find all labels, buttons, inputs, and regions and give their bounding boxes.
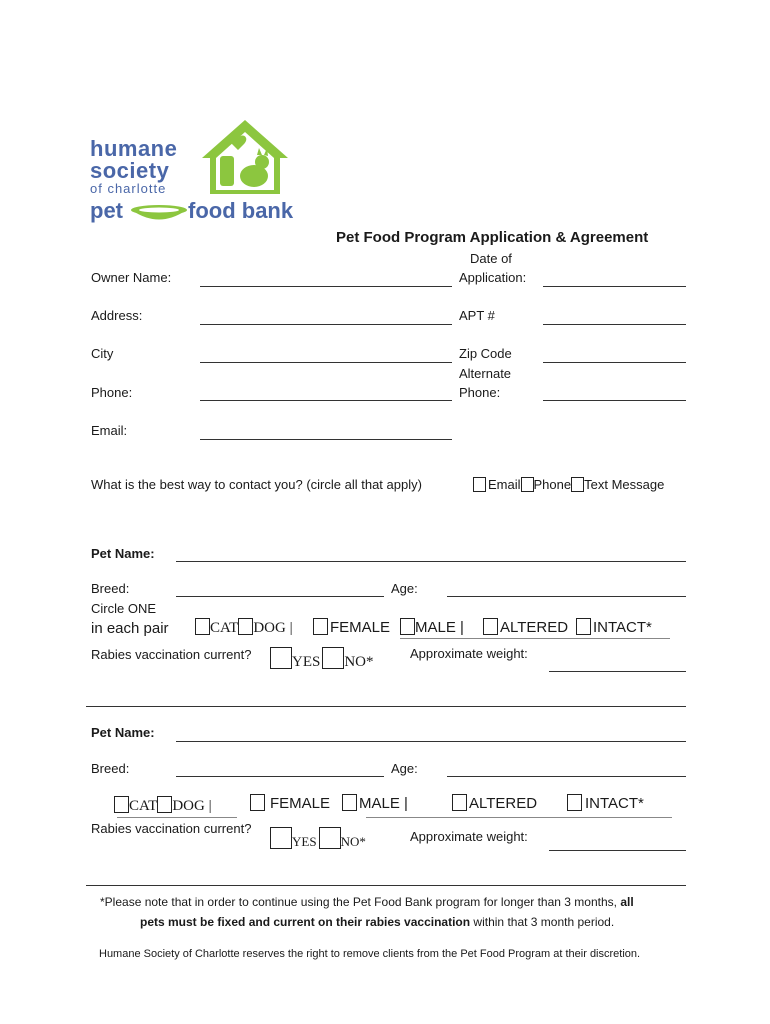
pet1-intact-checkbox[interactable] — [576, 618, 591, 635]
contact-email-label: Email — [488, 477, 521, 492]
pet1-altered-label: ALTERED — [500, 619, 569, 636]
pet1-rabies-yes-label: YES — [292, 654, 321, 670]
pet-section-divider — [86, 706, 686, 707]
footer-note-bold-text: pets must be fixed and current on their rabies vaccination — [140, 915, 471, 929]
pet2-altered-row — [452, 794, 537, 812]
pet1-cat-checkbox[interactable] — [195, 618, 210, 635]
pet1-age-label: Age: — [391, 581, 418, 596]
pet1-male-checkbox[interactable] — [400, 618, 415, 635]
contact-text-label: Text Message — [584, 477, 665, 492]
pet1-female-checkbox[interactable] — [313, 618, 328, 635]
pet1-options-underline — [400, 638, 670, 639]
pet2-altered-checkbox[interactable] — [452, 794, 467, 811]
phone-label: Phone: — [91, 385, 133, 400]
date-of-application-input[interactable] — [543, 286, 686, 287]
footer-note-line2 — [140, 915, 614, 929]
pet1-cat-label: CAT — [210, 620, 239, 636]
pet2-cat-checkbox[interactable] — [114, 796, 129, 813]
pet1-rabies-no-label: NO* — [344, 654, 374, 670]
footer-note-text-a: *Please note that in order to continue using the Pet Food Bank program for longer than 3 months, — [100, 895, 621, 909]
pet2-rabies-yes-checkbox[interactable] — [270, 827, 292, 849]
food-bowl-icon — [130, 204, 188, 222]
footer-note-line1 — [100, 895, 634, 909]
pet2-intact-checkbox[interactable] — [567, 794, 582, 811]
pet1-female-label: FEMALE — [330, 619, 391, 636]
logo-food-bank: food bank — [188, 198, 294, 223]
house-pet-icon — [200, 118, 290, 196]
address-label: Address: — [91, 308, 143, 323]
pet1-rabies-options — [270, 647, 374, 671]
alternate-phone-label-2: Phone: — [459, 385, 501, 400]
footer-note-bold-all: all — [620, 895, 634, 909]
pet1-breed-label: Breed: — [91, 581, 130, 596]
pet1-intact-row — [576, 618, 652, 636]
pet2-male-label: MALE | — [359, 795, 408, 812]
pet1-dog-label: DOG | — [253, 620, 293, 636]
footer-disclaimer: Humane Society of Charlotte reserves the right to remove clients from the Pet Food Program at their discretion. — [99, 948, 641, 960]
city-input[interactable] — [200, 362, 452, 363]
pet2-intact-label: INTACT* — [585, 795, 644, 812]
alternate-phone-input[interactable] — [543, 400, 686, 401]
pet2-species-underline — [117, 817, 237, 818]
contact-text-checkbox[interactable] — [571, 477, 584, 492]
pet1-altered-checkbox[interactable] — [483, 618, 498, 635]
pet2-options-underline — [366, 817, 672, 818]
pet1-name-label: Pet Name: — [91, 546, 155, 561]
pet1-breed-input[interactable] — [176, 596, 384, 597]
pet2-intact-row — [567, 794, 644, 812]
contact-options — [473, 477, 664, 492]
owner-name-input[interactable] — [200, 286, 452, 287]
pet2-breed-input[interactable] — [176, 776, 384, 777]
date-of-label-2: Application: — [459, 270, 527, 285]
pet1-male-row — [400, 618, 464, 636]
email-input[interactable] — [200, 439, 452, 440]
pet2-age-label: Age: — [391, 761, 418, 776]
pet1-rabies-no-checkbox[interactable] — [322, 647, 344, 669]
footer-divider — [86, 885, 686, 886]
pet2-cat-label: CAT — [129, 798, 158, 814]
logo-humane: humane — [90, 136, 178, 161]
pet2-male-row — [342, 794, 408, 812]
pet1-male-label: MALE | — [415, 619, 464, 636]
pet1-name-input[interactable] — [176, 561, 686, 562]
form-title: Pet Food Program Application & Agreement — [336, 229, 649, 246]
alternate-phone-label-1: Alternate — [459, 366, 512, 381]
pet2-female-label: FEMALE — [270, 795, 331, 812]
contact-phone-checkbox[interactable] — [521, 477, 534, 492]
footer-note-text-b: within that 3 month period. — [470, 915, 615, 929]
pet2-female-row — [250, 794, 330, 812]
pet2-rabies-no-label: NO* — [340, 834, 366, 849]
pet1-intact-label: INTACT* — [593, 619, 652, 636]
pet2-rabies-yes-label: YES — [292, 834, 317, 849]
pet2-rabies-no-checkbox[interactable] — [319, 827, 341, 849]
pet2-age-input[interactable] — [447, 776, 686, 777]
logo — [88, 118, 293, 223]
pet2-weight-label: Approximate weight: — [410, 829, 528, 844]
pet1-altered-row — [483, 618, 568, 636]
email-label: Email: — [91, 423, 128, 438]
contact-email-checkbox[interactable] — [473, 477, 486, 492]
apt-label: APT # — [459, 308, 495, 323]
pet2-male-checkbox[interactable] — [342, 794, 357, 811]
pet1-age-input[interactable] — [447, 596, 686, 597]
pet1-weight-input[interactable] — [549, 671, 686, 672]
zip-label: Zip Code — [459, 346, 512, 361]
pet2-weight-input[interactable] — [549, 850, 686, 851]
address-input[interactable] — [200, 324, 452, 325]
pet1-sex-row — [313, 618, 390, 636]
pet2-rabies-label: Rabies vaccination current? — [91, 821, 252, 836]
logo-of-charlotte: of charlotte — [90, 181, 167, 196]
pet2-breed-label: Breed: — [91, 761, 130, 776]
pet2-name-input[interactable] — [176, 741, 686, 742]
pet1-options-row — [195, 618, 293, 637]
pet2-rabies-options — [270, 827, 366, 850]
pet2-name-label: Pet Name: — [91, 725, 155, 740]
contact-phone-label: Phone — [533, 477, 572, 492]
pet1-circle-one-label: Circle ONE — [91, 601, 157, 616]
date-of-label-1: Date of — [470, 251, 512, 266]
pet1-rabies-yes-checkbox[interactable] — [270, 647, 292, 669]
owner-name-label: Owner Name: — [91, 270, 172, 285]
pet1-dog-checkbox[interactable] — [238, 618, 253, 635]
logo-society: society — [90, 158, 170, 183]
phone-input[interactable] — [200, 400, 452, 401]
zip-input[interactable] — [543, 362, 686, 363]
pet2-dog-checkbox[interactable] — [157, 796, 172, 813]
pet1-in-each-pair-label: in each pair — [91, 620, 169, 637]
pet2-species-row — [114, 796, 212, 815]
contact-question: What is the best way to contact you? (circle all that apply) — [91, 477, 422, 492]
logo-pet: pet — [90, 198, 123, 223]
pet2-dog-label: DOG | — [172, 798, 212, 814]
pet1-rabies-label: Rabies vaccination current? — [91, 647, 252, 662]
city-label: City — [91, 346, 114, 361]
apt-input[interactable] — [543, 324, 686, 325]
pet2-female-checkbox[interactable] — [250, 794, 265, 811]
pet1-weight-label: Approximate weight: — [410, 646, 528, 661]
pet2-altered-label: ALTERED — [469, 795, 538, 812]
